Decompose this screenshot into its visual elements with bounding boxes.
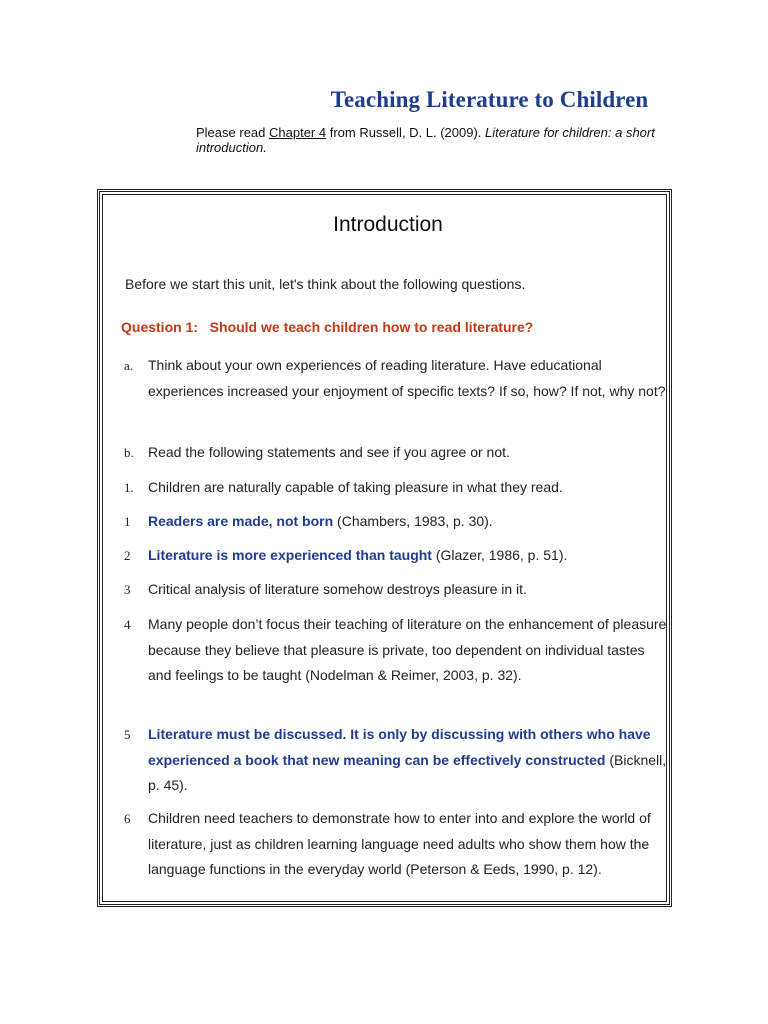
item-text: Many people don’t focus their teaching of literature on the enhancement of pleasure because they believe that pleasure is private, too dependent on individual tastes and feelings to be taught (Nodelman & Reimer, 2003, p. 32). [148,616,667,683]
list-marker: 3 [124,582,131,597]
list-item [124,612,669,689]
list-item [124,353,669,404]
item-text: (Glazer, 1986, p. 51). [431,547,568,563]
reading-citation: from Russell, D. L. (2009). [326,125,486,140]
list-item [124,509,669,535]
book-title: Literature for children: a short introduction. [196,125,655,155]
list-marker: 2 [124,548,131,563]
list-item [124,440,669,466]
list-marker: 1. [124,480,134,495]
section-heading: Introduction [333,213,443,236]
list-item [124,543,669,569]
list-marker: b. [124,445,134,460]
list-item [124,722,669,799]
list-item [124,475,669,501]
item-text: (Bicknell, p. 45). [148,751,667,793]
list-marker: 6 [124,811,131,826]
item-text: Read the following statements and see if you agree or not. [148,444,510,460]
list-marker: a. [124,358,134,373]
reading-prefix: Please read [196,125,269,140]
chapter-link[interactable]: Chapter 4 [269,125,327,140]
list-marker: 5 [124,727,131,742]
item-text: Critical analysis of literature somehow destroys pleasure in it. [148,581,527,597]
intro-text: Before we start this unit, let's think about the following questions. [125,276,526,292]
question-heading: Question 1: Should we teach children how to read literature? [121,319,534,335]
item-text: (Chambers, 1983, p. 30). [333,513,493,529]
emphasized-quote: Readers are made, not born [148,513,334,529]
list-item [124,577,669,603]
emphasized-quote: Literature must be discussed. It is only by discussing with others who have experienced a book that new meaning can be effectively constructed [148,726,651,768]
item-text: Children need teachers to demonstrate how to enter into and explore the world of literature, just as children learning language need adults who show them how the language functions in the everyday world (Peterson & Eeds, 1990, p. 12). [148,810,651,877]
list-marker: 4 [124,617,131,632]
page-title: Teaching Literature to Children [330,87,649,112]
item-text: Think about your own experiences of reading literature. Have educational experiences increased your enjoyment of specific texts? If so, how? If not, why not? [148,357,666,399]
reading-assignment [196,125,666,155]
list-item [124,806,669,883]
list-marker: 1 [124,514,131,529]
item-text: Children are naturally capable of taking pleasure in what they read. [148,479,563,495]
emphasized-quote: Literature is more experienced than taught [148,547,432,563]
